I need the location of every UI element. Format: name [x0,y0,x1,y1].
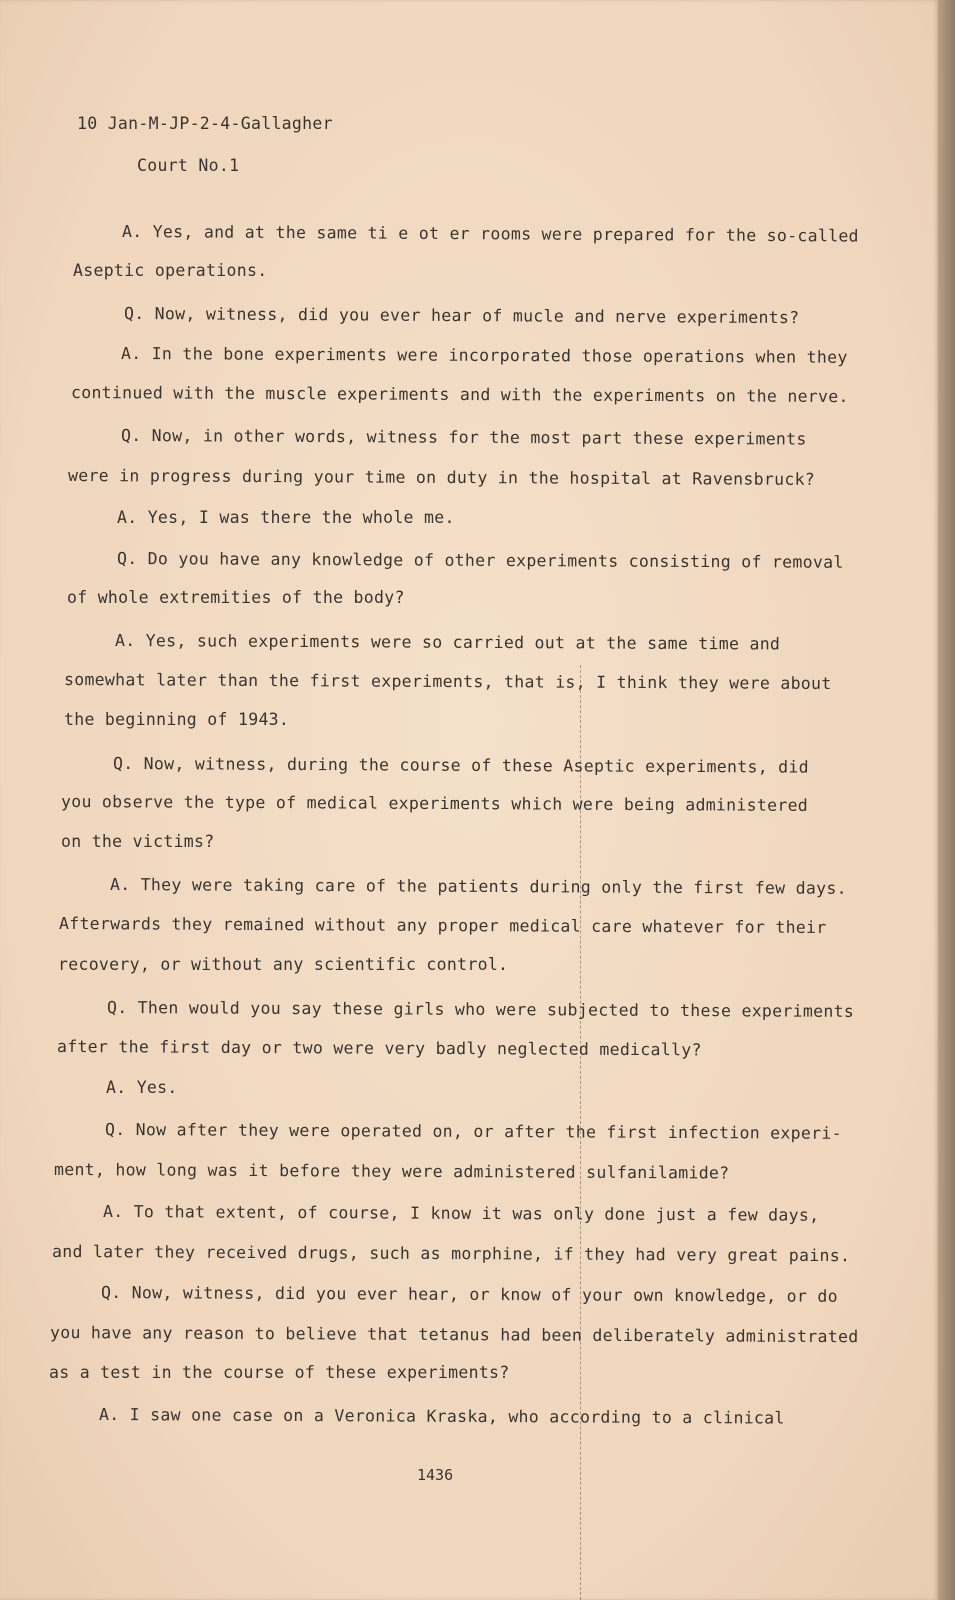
transcript-line: A. To that extent, of course, I know it was only done just a few days, [102,1202,820,1225]
transcript-line: Aseptic operations. [73,261,268,280]
transcript-line: A. Yes. [106,1078,178,1097]
paper-fold-line [580,665,582,1600]
transcript-line: ment, how long was it before they were administered sulfanilamide? [53,1160,730,1183]
transcript-line: on the victims? [61,832,215,851]
transcript-line: A. Yes, and at the same ti e ot er rooms were prepared for the so-called [121,222,859,246]
transcript-line: you have any reason to believe that tetanus had been deliberately administrated [49,1323,859,1347]
court-label: Court No.1 [137,156,240,175]
transcript-line: Q. Now, witness, did you ever hear of mucle and nerve experiments? [123,304,800,328]
document-header-id: 10 Jan-M-JP-2-4-Gallagher [77,114,333,133]
transcript-line: were in progress during your time on duty in the hospital at Ravensbruck? [67,466,816,489]
transcript-line: A. I saw one case on a Veronica Kraska, who according to a clinical [98,1405,785,1428]
transcript-line: Q. Do you have any knowledge of other experiments consisting of removal [116,549,844,572]
transcript-line: and later they received drugs, such as morphine, if they had very great pains. [51,1242,851,1266]
page-number: 1436 [417,1466,454,1484]
transcript-line: recovery, or without any scientific control. [58,955,509,974]
transcript-line: Q. Now, witness, during the course of these Aseptic experiments, did [112,754,809,777]
transcript-line: as a test in the course of these experiments? [49,1363,510,1382]
transcript-line: Q. Now after they were operated on, or after the first infection experi- [104,1120,842,1143]
paper-edge [938,0,955,1600]
transcript-line: you observe the type of medical experiments which were being administered [60,792,809,815]
transcript-line: A. In the bone experiments were incorporated those operations when they [120,344,848,367]
transcript-line: Q. Then would you say these girls who were subjected to these experiments [106,998,855,1021]
transcript-line: Q. Now, in other words, witness for the most part these experiments [120,426,807,449]
transcript-line: Q. Now, witness, did you ever hear, or know of your own knowledge, or do [100,1283,838,1306]
transcript-line: the beginning of 1943. [64,710,290,729]
transcript-line: Afterwards they remained without any proper medical care whatever for their [58,914,827,938]
transcript-line: A. They were taking care of the patients during only the first few days. [109,875,847,898]
transcript-line: A. Yes, I was there the whole me. [117,508,455,527]
transcript-line: A. Yes, such experiments were so carried out at the same time and [114,631,781,654]
transcript-line: of whole extremities of the body? [67,588,405,607]
transcript-line: continued with the muscle experiments and with the experiments on the nerve. [70,383,849,407]
transcript-line: somewhat later than the first experiments, that is, I think they were about [63,670,832,694]
transcript-line: after the first day or two were very badly neglected medically? [56,1037,702,1060]
